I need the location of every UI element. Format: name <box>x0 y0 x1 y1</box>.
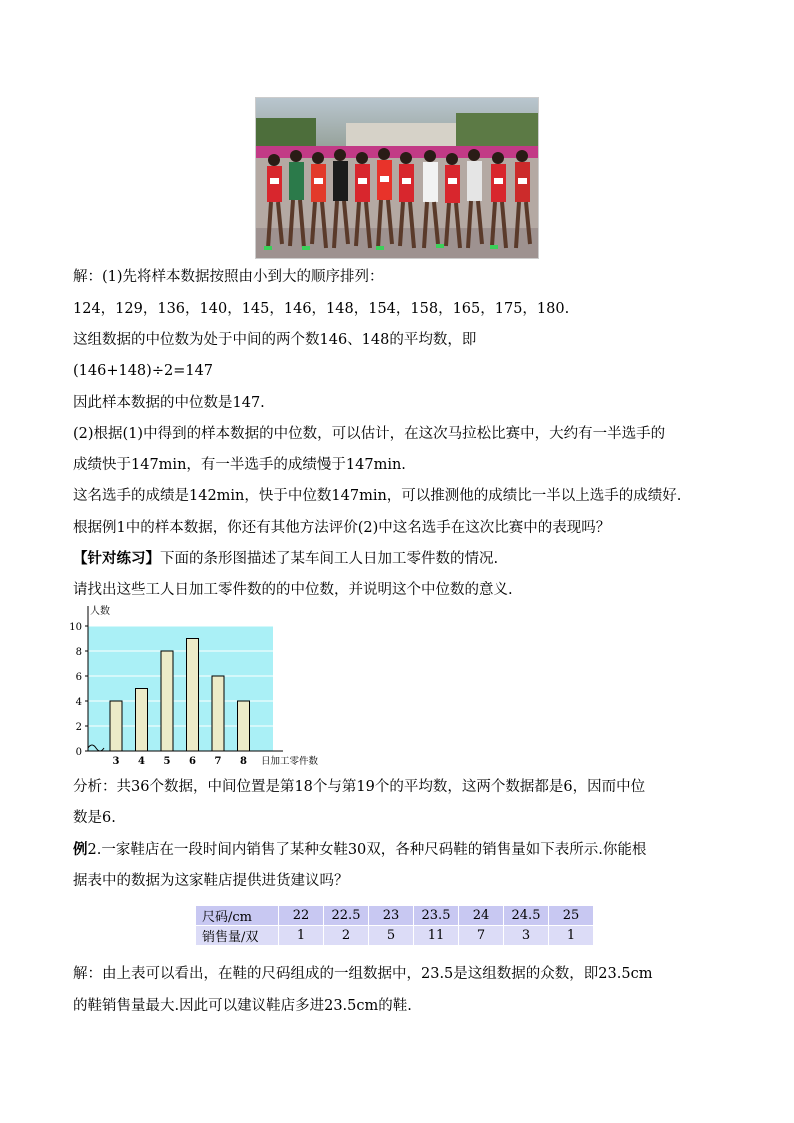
table-cell: 1 <box>279 926 324 946</box>
solution-text: 解：由上表可以看出，在鞋的尺码组成的一组数据中，23.5是这组数据的众数，即23.5cm <box>73 966 653 982</box>
table-cell: 22 <box>279 906 324 926</box>
y-tick-label: 4 <box>75 697 82 708</box>
table-cell: 22.5 <box>324 906 369 926</box>
y-tick-label: 0 <box>75 747 82 758</box>
x-tick-label: 7 <box>214 756 222 767</box>
bar <box>238 701 250 751</box>
practice-text: 下面的条形图描述了某车间工人日加工零件数的情况. <box>160 551 499 567</box>
table-row-sales <box>196 926 594 946</box>
x-tick-label: 8 <box>240 756 247 767</box>
y-tick-label: 6 <box>75 672 82 683</box>
marathon-runners-photo <box>255 97 539 259</box>
x-axis-label: 日加工零件数 <box>261 756 319 767</box>
solution-step-2: (2)根据(1)中得到的样本数据的中位数，可以估计，在这次马拉松比赛中，大约有一半选手的 <box>73 426 666 442</box>
x-tick-label: 6 <box>189 756 196 767</box>
table-cell: 11 <box>414 926 459 946</box>
example-2-question: 据表中的数据为这家鞋店提供进货建议吗？ <box>73 873 349 889</box>
x-tick-label: 4 <box>138 756 145 767</box>
example-2-text: 2.一家鞋店在一段时间内销售了某种女鞋30双，各种尺码鞋的销售量如下表所示.你能根 <box>87 842 647 858</box>
practice-heading: 【针对练习】 <box>73 550 160 567</box>
table-cell: 5 <box>369 926 414 946</box>
analysis-text-cont: 数是6. <box>73 810 116 826</box>
practice-question: 请找出这些工人日加工零件数的的中位数，并说明这个中位数的意义. <box>73 582 513 598</box>
bar <box>161 651 173 751</box>
table-cell: 7 <box>459 926 504 946</box>
example-2-intro <box>73 840 646 860</box>
runner-evaluation: 这名选手的成绩是142min，快于中位数147min，可以推测他的成绩比一半以上选手的成绩好. <box>73 488 682 504</box>
example-label: 例 <box>73 841 88 858</box>
table-cell: 1 <box>549 926 594 946</box>
table-cell: 23.5 <box>414 906 459 926</box>
solution-conclusion: 的鞋销售量最大.因此可以建议鞋店多进23.5cm的鞋. <box>73 998 412 1014</box>
table-cell: 24.5 <box>504 906 549 926</box>
median-explanation: 这组数据的中位数为处于中间的两个数146、148的平均数，即 <box>73 332 477 348</box>
bar-chart <box>58 604 348 770</box>
x-tick-label: 5 <box>163 756 171 767</box>
y-axis-label: 人数 <box>90 606 110 617</box>
bar <box>212 676 224 751</box>
table-cell: 3 <box>504 926 549 946</box>
discussion-question: 根据例1中的样本数据，你还有其他方法评价(2)中这名选手在这次比赛中的表现吗？ <box>73 520 611 536</box>
table-cell: 销售量/双 <box>196 926 279 946</box>
bar <box>136 689 148 752</box>
x-tick-label: 3 <box>112 756 120 767</box>
shoe-sales-table <box>195 905 594 946</box>
y-tick-label: 2 <box>75 722 82 733</box>
bar <box>187 639 199 752</box>
table-cell: 25 <box>549 906 594 926</box>
table-cell: 2 <box>324 926 369 946</box>
practice-intro <box>73 549 498 569</box>
table-cell: 23 <box>369 906 414 926</box>
sorted-data-line: 124，129，136，140，145，146，148，154，158，165，175，180. <box>73 301 570 317</box>
y-tick-label: 10 <box>69 622 82 633</box>
solution-step-1: 解：(1)先将样本数据按照由小到大的顺序排列： <box>73 269 384 285</box>
table-row-size <box>196 906 594 926</box>
solution-step-2-cont: 成绩快于147min，有一半选手的成绩慢于147min. <box>73 457 406 473</box>
table-cell: 24 <box>459 906 504 926</box>
table-cell: 尺码/cm <box>196 906 279 926</box>
bar-chart-svg <box>58 604 348 770</box>
analysis-text: 分析：共36个数据，中间位置是第18个与第19个的平均数，这两个数据都是6，因而中位 <box>73 779 646 795</box>
bar <box>110 701 122 751</box>
median-calculation: (146+148)÷2=147 <box>73 363 214 379</box>
y-tick-label: 8 <box>75 647 82 658</box>
runners-illustration <box>256 98 538 258</box>
median-result: 因此样本数据的中位数是147. <box>73 395 265 411</box>
